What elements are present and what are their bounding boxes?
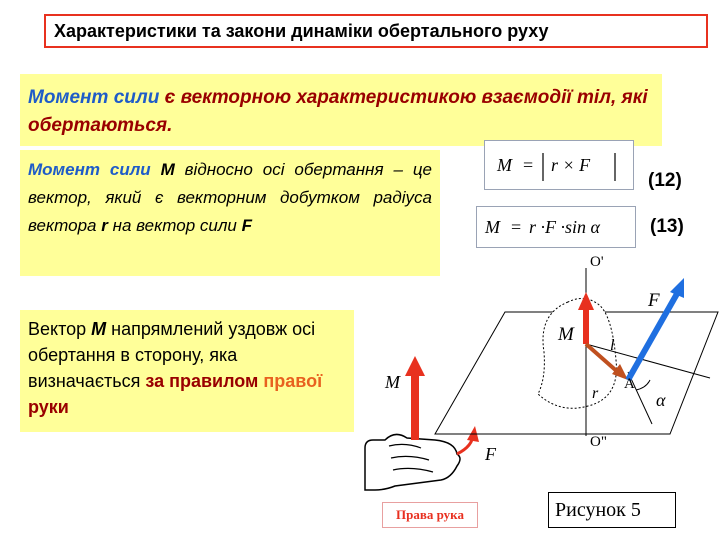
- vector-text-2: напрямлений уздовж осі обертання в сторону, яка визначається: [28, 319, 316, 391]
- formula-13-svg: [477, 207, 635, 247]
- formula-12-eq: =: [523, 155, 534, 175]
- formula-13-lhs: M: [485, 217, 500, 237]
- moment-symbol-r: r: [101, 216, 108, 235]
- formula-12-body: r × F: [551, 155, 591, 175]
- definition-text: є векторною характеристикою взаємодії тіл, які обертаються.: [28, 87, 648, 136]
- vector-symbol-M: M: [91, 319, 107, 339]
- vector-text-1: Вектор: [28, 319, 92, 339]
- page-title: Характеристики та закони динаміки обертального руху: [44, 14, 708, 48]
- moment-description-box: [20, 150, 440, 276]
- rotation-axis-diagram: [420, 248, 720, 448]
- moment-symbol-M: M: [160, 160, 175, 179]
- axis-label-bottom: O": [590, 434, 607, 448]
- axis-label-M: M: [558, 324, 574, 345]
- hand-label-F: F: [485, 444, 496, 464]
- formula-13: [476, 206, 636, 248]
- hand-caption: Права рука: [382, 502, 478, 528]
- formula-12: [484, 140, 634, 190]
- rule-prefix: за правилом: [145, 371, 264, 391]
- moment-symbol-F: F: [241, 216, 253, 235]
- axis-label-l: l: [610, 337, 615, 354]
- formula-12-svg: [485, 141, 633, 189]
- formula-13-eq: =: [511, 217, 522, 237]
- force-F-arrow-head: [670, 278, 684, 298]
- definition-term: Момент сили: [28, 87, 160, 108]
- formula-12-number: (12): [648, 170, 682, 191]
- formula-13-body: r ·F ·sin α: [529, 217, 600, 237]
- axis-label-F: F: [648, 290, 660, 311]
- rotating-body: [538, 298, 616, 408]
- axis-label-top: O': [590, 254, 604, 270]
- formula-12-lhs: M: [497, 155, 512, 175]
- axis-label-alpha: α: [656, 390, 666, 410]
- vector-direction-box: [20, 310, 354, 432]
- axis-label-r: r: [592, 385, 599, 402]
- rule-right: правої: [263, 371, 323, 391]
- definition-box: [20, 74, 662, 146]
- moment-text-1: відносно осі обертання – це вектор, який є векторним добутком радіуса вектора: [28, 160, 432, 235]
- hand-label-M: M: [385, 372, 400, 392]
- formula-13-number: (13): [650, 216, 684, 237]
- angle-arc: [636, 380, 650, 390]
- rule-suffix: руки: [28, 397, 69, 417]
- axis-label-A: A: [624, 376, 635, 392]
- figure-caption: Рисунок 5: [548, 492, 676, 528]
- moment-term: Момент сили: [28, 160, 161, 179]
- moment-text-2: на вектор сили: [107, 216, 242, 235]
